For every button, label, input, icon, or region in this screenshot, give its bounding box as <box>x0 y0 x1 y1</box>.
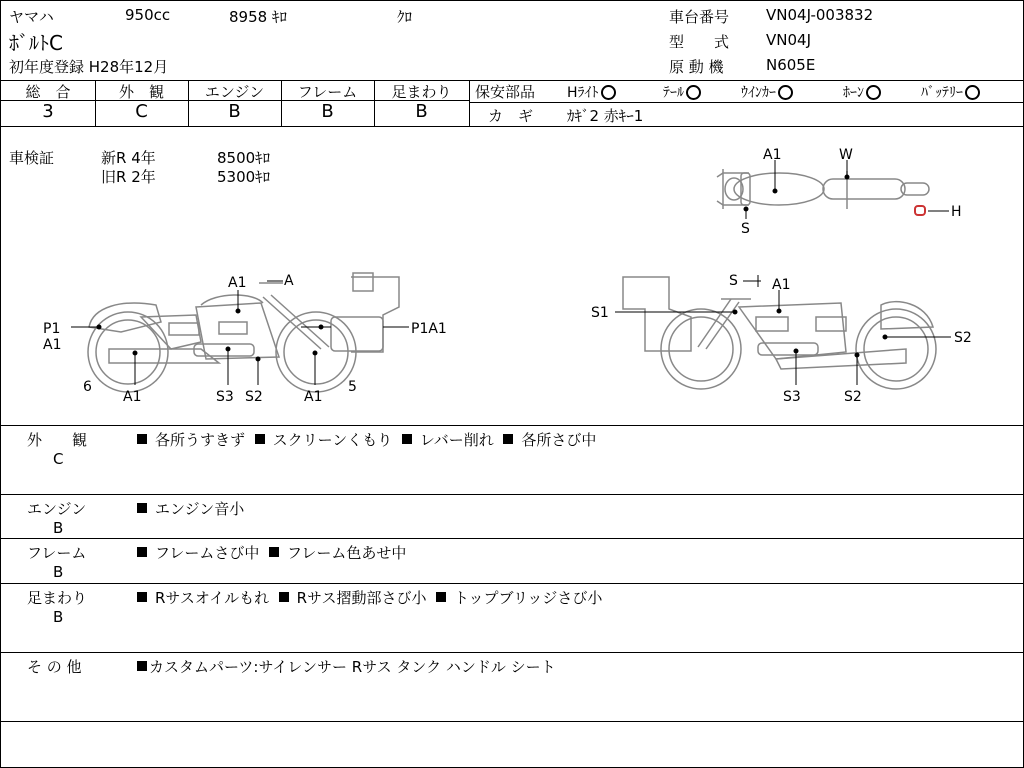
diagram-label: S2 <box>954 330 972 346</box>
inspection-new-row: 新R 4年 <box>101 149 156 167</box>
maker: ヤマハ <box>9 8 54 26</box>
bullet-icon <box>137 661 147 671</box>
safety-item-winker: ｳｲﾝｶｰ <box>741 82 793 102</box>
ok-circle-icon <box>778 85 793 100</box>
divider <box>1 538 1023 539</box>
safety-item-horn: ﾎｰﾝ <box>843 82 881 102</box>
bullet-icon <box>255 434 265 444</box>
divider <box>469 80 470 126</box>
other-text: カスタムパーツ:サイレンサー Rサス タンク ハンドル シート <box>137 656 556 677</box>
remark-items-suspension: Rサスオイルもれ Rサス摺動部さび小 トップブリッジさび小 <box>137 587 602 608</box>
diagram-label: A1 <box>304 389 323 405</box>
diagram-label: S1 <box>591 305 609 321</box>
inspection-label: 車検証 <box>9 149 55 167</box>
damage-diagram <box>1 127 1023 425</box>
bullet-icon <box>137 547 147 557</box>
grade-value-frame: B <box>321 101 334 122</box>
remark-grade-engine: B <box>53 519 64 537</box>
grade-label-exterior: 外 観 <box>118 83 164 101</box>
keys-label: カ ギ <box>488 107 534 125</box>
diagram-label: S2 <box>844 389 862 405</box>
bullet-icon <box>137 503 147 513</box>
remark-grade-frame: B <box>53 563 64 581</box>
diagram-label: A1 <box>43 337 62 353</box>
first-registration: 初年度登録 H28年12月 <box>9 58 169 76</box>
diagram-label: S3 <box>783 389 801 405</box>
remark-category-engine: エンジン <box>27 500 87 518</box>
diagram-label: H <box>951 204 962 220</box>
diagram-label: P1 <box>43 321 61 337</box>
ok-circle-icon <box>866 85 881 100</box>
diagram-label: 6 <box>83 379 92 395</box>
grade-label-suspension: 足まわり <box>391 83 452 101</box>
remark-category-exterior: 外 観 <box>27 431 88 449</box>
ok-circle-icon <box>601 85 616 100</box>
bullet-icon <box>503 434 513 444</box>
diagram-label: W <box>839 147 853 163</box>
frame-no: VN04J-003832 <box>766 6 874 24</box>
diagram-label: S3 <box>216 389 234 405</box>
diagram-label: S <box>729 273 738 289</box>
bullet-icon <box>137 592 147 602</box>
color: ｸﾛ <box>397 8 413 26</box>
diagram-label: 5 <box>348 379 357 395</box>
damage-marker-h <box>915 206 925 215</box>
ok-circle-icon <box>965 85 980 100</box>
top-view-outline <box>717 169 929 209</box>
keys-value: ｶｷﾞ2 赤ｷｰ1 <box>567 107 644 125</box>
diagram-label: A1 <box>228 275 247 291</box>
remark-items-frame: フレームさび中 フレーム色あせ中 <box>137 542 406 563</box>
other-label: そ の 他 <box>27 658 82 676</box>
displacement: 950cc <box>125 6 171 24</box>
divider <box>1 425 1023 426</box>
mileage: 8958 ｷﾛ <box>229 8 287 26</box>
diagram-label: A <box>284 273 294 289</box>
divider <box>1 721 1023 722</box>
inspection-new-price: 8500ｷﾛ <box>217 149 271 167</box>
safety-item-headlight: Hﾗｲﾄ <box>567 82 616 102</box>
bullet-icon <box>279 592 289 602</box>
bullet-icon <box>137 434 147 444</box>
ok-circle-icon <box>686 85 701 100</box>
remark-category-suspension: 足まわり <box>27 589 88 607</box>
inspection-old-row: 旧R 2年 <box>101 168 156 186</box>
divider <box>1 494 1023 495</box>
safety-label: 保安部品 <box>475 83 536 101</box>
type-value: VN04J <box>766 31 811 49</box>
diagram-label: S2 <box>245 389 263 405</box>
grade-value-exterior: C <box>135 101 148 122</box>
engine-label: 原 動 機 <box>669 58 724 76</box>
diagram-label: A1 <box>763 147 782 163</box>
bullet-icon <box>436 592 446 602</box>
remark-category-frame: フレーム <box>27 544 87 562</box>
diagram-label: S <box>741 221 750 237</box>
safety-item-battery: ﾊﾞｯﾃﾘｰ <box>921 82 980 102</box>
diagram-label: P1A1 <box>411 321 447 337</box>
remark-grade-exterior: C <box>53 450 64 468</box>
divider <box>1 583 1023 584</box>
diagram-label: A1 <box>772 277 791 293</box>
divider <box>1 652 1023 653</box>
remark-items-engine: エンジン音小 <box>137 498 244 519</box>
bullet-icon <box>269 547 279 557</box>
bullet-icon <box>402 434 412 444</box>
grade-label-overall: 総 合 <box>25 83 71 101</box>
grade-value-overall: 3 <box>42 101 54 122</box>
remark-grade-suspension: B <box>53 608 64 626</box>
grade-value-engine: B <box>228 101 241 122</box>
type-label: 型 式 <box>669 33 730 51</box>
model-name: ﾎﾞﾙﾄC <box>9 31 63 55</box>
grade-label-engine: エンジン <box>204 83 265 101</box>
remark-items-exterior: 各所うすきず スクリーンくもり レバー削れ 各所さび中 <box>137 429 596 450</box>
inspection-old-price: 5300ｷﾛ <box>217 168 271 186</box>
divider <box>469 102 1023 103</box>
grade-label-frame: フレーム <box>297 83 358 101</box>
diagram-label: A1 <box>123 389 142 405</box>
engine-value: N605E <box>766 56 816 74</box>
grade-value-suspension: B <box>415 101 428 122</box>
safety-item-tail: ﾃｰﾙ <box>663 82 701 102</box>
frame-no-label: 車台番号 <box>669 8 730 26</box>
